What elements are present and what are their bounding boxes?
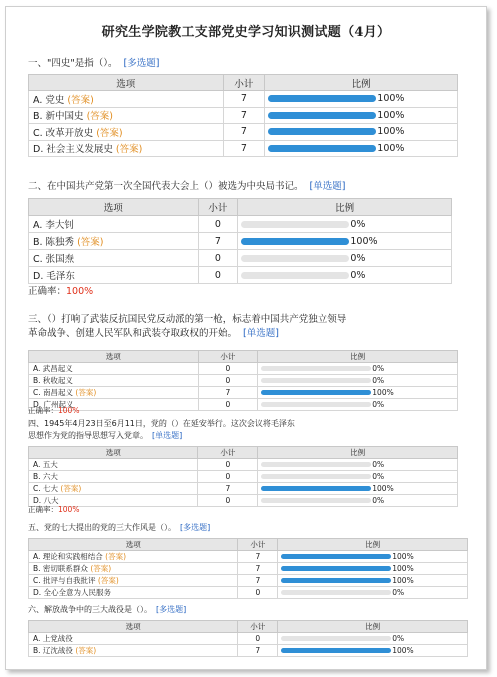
correct-rate (28, 504, 79, 515)
option-cell (29, 375, 199, 387)
table-row (29, 216, 452, 233)
option-cell (29, 387, 199, 399)
question-text-line-2: 革命战争、创建人民军队和武装夺取政权的开始。 (28, 328, 238, 339)
percent-label: 100% (377, 109, 405, 121)
percent-label: 100% (392, 646, 414, 656)
progress-bar (281, 636, 391, 641)
question-text: 二、在中国共产党第一次全国代表大会上（）被选为中央局书记。 (28, 181, 304, 192)
question-text-line-1: 三、（）打响了武装反抗国民党反动派的第一枪，标志着中国共产党独立领导 (28, 314, 347, 325)
percent-label: 0% (350, 252, 366, 264)
percent-label: 0% (350, 218, 366, 230)
count-cell: 0 (238, 587, 278, 599)
ratio-cell (238, 267, 452, 284)
option-cell (29, 233, 199, 250)
answer-marker: (答案) (96, 127, 123, 139)
ratio-cell (258, 483, 458, 495)
percent-label: 100% (377, 126, 405, 138)
answer-marker: (答案) (86, 111, 114, 123)
table-row (29, 250, 452, 267)
table-header-row (29, 351, 458, 363)
option-label: B. 密切联系群众 (33, 564, 88, 573)
ratio-cell (258, 387, 458, 399)
ratio-cell (278, 645, 468, 657)
option-label: A. 上党战役 (33, 634, 73, 643)
option-label: B. 新中国史 (33, 111, 84, 123)
table-row (29, 363, 458, 375)
count-cell: 0 (198, 216, 238, 233)
correct-rate-value: 100% (58, 505, 80, 514)
answer-marker: (答案) (60, 484, 82, 493)
option-label: D. 全心全意为人民服务 (33, 588, 112, 597)
progress-bar (268, 128, 376, 135)
ratio-cell (265, 91, 458, 108)
option-label: D. 广州起义 (33, 400, 74, 409)
ratio-cell (258, 471, 458, 483)
table-row (29, 563, 468, 575)
question-type-tag: [多选题] (123, 58, 160, 69)
count-cell: 0 (198, 495, 258, 507)
percent-label: 100% (392, 552, 414, 562)
result-table (28, 446, 458, 507)
correct-rate-label: 正确率： (28, 286, 67, 297)
option-label: A. 武昌起义 (33, 364, 73, 373)
option-label: D. 毛泽东 (33, 271, 75, 282)
option-cell (29, 633, 238, 645)
question-text-line-1: 四、1945年4月23日至6月11日，党的（）在延安举行。这次会议将毛泽东 (28, 419, 295, 428)
header-option: 选项 (29, 447, 198, 459)
answer-marker: (答案) (90, 564, 112, 573)
correct-rate-label: 正确率： (28, 505, 58, 514)
option-label: A. 党史 (33, 94, 65, 106)
table-row (29, 91, 458, 108)
result-table (28, 350, 458, 411)
question-type-tag: [多选题] (180, 523, 211, 532)
header-option: 选项 (29, 351, 199, 363)
table-row (29, 483, 458, 495)
progress-bar (241, 238, 349, 245)
correct-rate (28, 405, 79, 416)
count-cell: 0 (198, 399, 258, 411)
table-row (29, 587, 468, 599)
answer-marker: (答案) (75, 388, 97, 397)
header-ratio: 比例 (258, 351, 458, 363)
header-option: 选项 (29, 75, 224, 91)
question-4 (28, 418, 295, 442)
progress-bar (268, 145, 376, 152)
ratio-cell (238, 250, 452, 267)
ratio-cell (258, 375, 458, 387)
count-cell: 7 (238, 551, 278, 563)
header-count: 小计 (198, 351, 258, 363)
count-cell: 0 (198, 375, 258, 387)
option-cell (29, 363, 199, 375)
table-row (29, 645, 468, 657)
count-cell: 0 (198, 459, 258, 471)
question-text: 五、党的七大提出的党的三大作风是（）。 (28, 523, 176, 532)
progress-bar (281, 554, 391, 559)
count-cell: 0 (198, 471, 258, 483)
answer-marker: (答案) (115, 144, 143, 156)
count-cell: 0 (198, 363, 258, 375)
option-cell (29, 124, 224, 141)
table-row (29, 233, 452, 250)
document-page (5, 6, 487, 670)
option-label: B. 陈独秀 (33, 237, 75, 248)
table-row (29, 387, 458, 399)
correct-rate (28, 283, 93, 297)
progress-bar-fill (281, 566, 391, 571)
header-count: 小计 (198, 447, 258, 459)
percent-label: 100% (392, 576, 414, 586)
option-cell (29, 471, 198, 483)
table-row (29, 575, 468, 587)
header-count: 小计 (223, 75, 265, 91)
header-ratio: 比例 (278, 539, 468, 551)
table-row (29, 471, 458, 483)
progress-bar-fill (268, 128, 376, 135)
progress-bar (261, 474, 371, 479)
option-cell (29, 645, 238, 657)
question-text-line-2: 思想作为党的指导思想写入党章。 (28, 431, 148, 440)
count-cell: 7 (198, 387, 258, 399)
answer-marker: (答案) (67, 94, 94, 106)
progress-bar-fill (268, 145, 376, 152)
ratio-cell (265, 107, 458, 124)
option-label: A. 李大钊 (33, 220, 74, 231)
progress-bar (281, 590, 391, 595)
question-1 (28, 57, 159, 71)
progress-bar (261, 498, 371, 503)
result-table (28, 620, 468, 657)
count-cell: 7 (223, 124, 265, 141)
option-cell (29, 551, 238, 563)
option-label: B. 秋收起义 (33, 376, 73, 385)
header-count: 小计 (238, 621, 278, 633)
option-cell (29, 91, 224, 108)
correct-rate-label: 正确率： (28, 406, 58, 415)
count-cell: 7 (198, 233, 238, 250)
question-type-tag: [单选题] (309, 181, 346, 192)
progress-bar-fill (268, 95, 376, 102)
ratio-cell (278, 563, 468, 575)
result-table (28, 74, 458, 157)
progress-bar (261, 462, 371, 467)
question-type-tag: [单选题] (152, 431, 183, 440)
option-label: B. 辽沈战役 (33, 646, 73, 655)
correct-rate-value: 100% (58, 406, 80, 415)
option-label: C. 改革开放史 (33, 127, 94, 139)
percent-label: 100% (377, 93, 405, 105)
table-row (29, 140, 458, 157)
percent-label: 0% (372, 364, 385, 374)
table-row (29, 124, 458, 141)
table-row (29, 459, 458, 471)
answer-marker: (答案) (77, 237, 104, 248)
progress-bar (268, 95, 376, 102)
option-label: D. 社会主义发展史 (33, 144, 113, 156)
option-cell (29, 216, 199, 233)
progress-bar (261, 402, 371, 407)
progress-bar-fill (261, 390, 371, 395)
progress-bar (281, 648, 391, 653)
progress-bar-fill (281, 554, 391, 559)
count-cell: 0 (198, 250, 238, 267)
ratio-cell (258, 495, 458, 507)
header-ratio: 比例 (265, 75, 458, 91)
table-header-row (29, 621, 468, 633)
question-type-tag: [多选题] (156, 605, 187, 614)
question-2 (28, 180, 345, 194)
header-ratio: 比例 (238, 199, 452, 216)
answer-marker: (答案) (105, 552, 127, 561)
ratio-cell (265, 140, 458, 157)
ratio-cell (278, 587, 468, 599)
progress-bar (241, 272, 349, 279)
header-ratio: 比例 (258, 447, 458, 459)
result-table (28, 538, 468, 599)
progress-bar-fill (268, 112, 376, 119)
ratio-cell (258, 399, 458, 411)
percent-label: 0% (372, 460, 385, 470)
progress-bar (241, 255, 349, 262)
ratio-cell (265, 124, 458, 141)
answer-marker: (答案) (75, 646, 97, 655)
question-5 (28, 522, 210, 534)
count-cell: 7 (238, 575, 278, 587)
table-row (29, 495, 458, 507)
count-cell: 0 (198, 267, 238, 284)
header-option: 选项 (29, 199, 199, 216)
page-title: 研究生学院教工支部党史学习知识测试题（4月） (101, 25, 391, 40)
header-count: 小计 (198, 199, 238, 216)
progress-bar (261, 366, 371, 371)
ratio-cell (278, 551, 468, 563)
progress-bar (261, 486, 371, 491)
question-3 (28, 313, 346, 341)
option-cell (29, 140, 224, 157)
percent-label: 0% (372, 400, 385, 410)
ratio-cell (238, 233, 452, 250)
progress-bar (281, 578, 391, 583)
count-cell: 7 (238, 645, 278, 657)
percent-label: 0% (372, 472, 385, 482)
option-cell (29, 563, 238, 575)
progress-bar-fill (281, 578, 391, 583)
progress-bar (261, 378, 371, 383)
option-label: D. 八大 (33, 496, 59, 505)
table-row (29, 375, 458, 387)
table-row (29, 267, 452, 284)
progress-bar (241, 221, 349, 228)
percent-label: 0% (372, 376, 385, 386)
question-6 (28, 604, 186, 616)
percent-label: 0% (350, 269, 366, 281)
answer-marker: (答案) (97, 576, 119, 585)
header-ratio: 比例 (278, 621, 468, 633)
count-cell: 7 (198, 483, 258, 495)
percent-label: 100% (392, 564, 414, 574)
option-cell (29, 459, 198, 471)
option-label: C. 南昌起义 (33, 388, 74, 397)
option-cell (29, 250, 199, 267)
option-label: C. 批评与自我批评 (33, 576, 96, 585)
percent-label: 100% (377, 142, 405, 154)
ratio-cell (238, 216, 452, 233)
ratio-cell (258, 459, 458, 471)
table-row (29, 551, 468, 563)
table-header-row (29, 75, 458, 91)
header-option: 选项 (29, 621, 238, 633)
table-header-row (29, 199, 452, 216)
option-label: A. 五大 (33, 460, 58, 469)
option-cell (29, 575, 238, 587)
count-cell: 7 (238, 563, 278, 575)
table-row (29, 399, 458, 411)
ratio-cell (278, 633, 468, 645)
question-text: 一、"四史"是指（）。 (28, 58, 118, 69)
count-cell: 7 (223, 140, 265, 157)
option-label: C. 张国焘 (33, 254, 75, 265)
ratio-cell (258, 363, 458, 375)
count-cell: 0 (238, 633, 278, 645)
count-cell: 7 (223, 107, 265, 124)
table-header-row (29, 539, 468, 551)
table-header-row (29, 447, 458, 459)
option-cell (29, 587, 238, 599)
table-row (29, 107, 458, 124)
percent-label: 0% (392, 588, 405, 598)
option-cell (29, 483, 198, 495)
percent-label: 0% (372, 496, 385, 506)
progress-bar (281, 566, 391, 571)
question-type-tag: [单选题] (243, 328, 279, 339)
progress-bar-fill (281, 648, 391, 653)
header-count: 小计 (238, 539, 278, 551)
progress-bar-fill (261, 486, 371, 491)
option-label: C. 七大 (33, 484, 59, 493)
progress-bar (261, 390, 371, 395)
option-label: A. 理论和实践相结合 (33, 552, 103, 561)
count-cell: 7 (223, 91, 265, 108)
table-row (29, 633, 468, 645)
percent-label: 100% (350, 235, 378, 247)
progress-bar-fill (241, 238, 349, 245)
question-text: 六、解放战争中的三大战役是（）。 (28, 605, 152, 614)
progress-bar (268, 112, 376, 119)
ratio-cell (278, 575, 468, 587)
percent-label: 100% (372, 388, 394, 398)
correct-rate-value: 100% (66, 286, 94, 297)
percent-label: 0% (392, 634, 405, 644)
option-cell (29, 267, 199, 284)
header-option: 选项 (29, 539, 238, 551)
percent-label: 100% (372, 484, 394, 494)
result-table (28, 198, 452, 284)
option-cell (29, 107, 224, 124)
option-label: B. 六大 (33, 472, 58, 481)
